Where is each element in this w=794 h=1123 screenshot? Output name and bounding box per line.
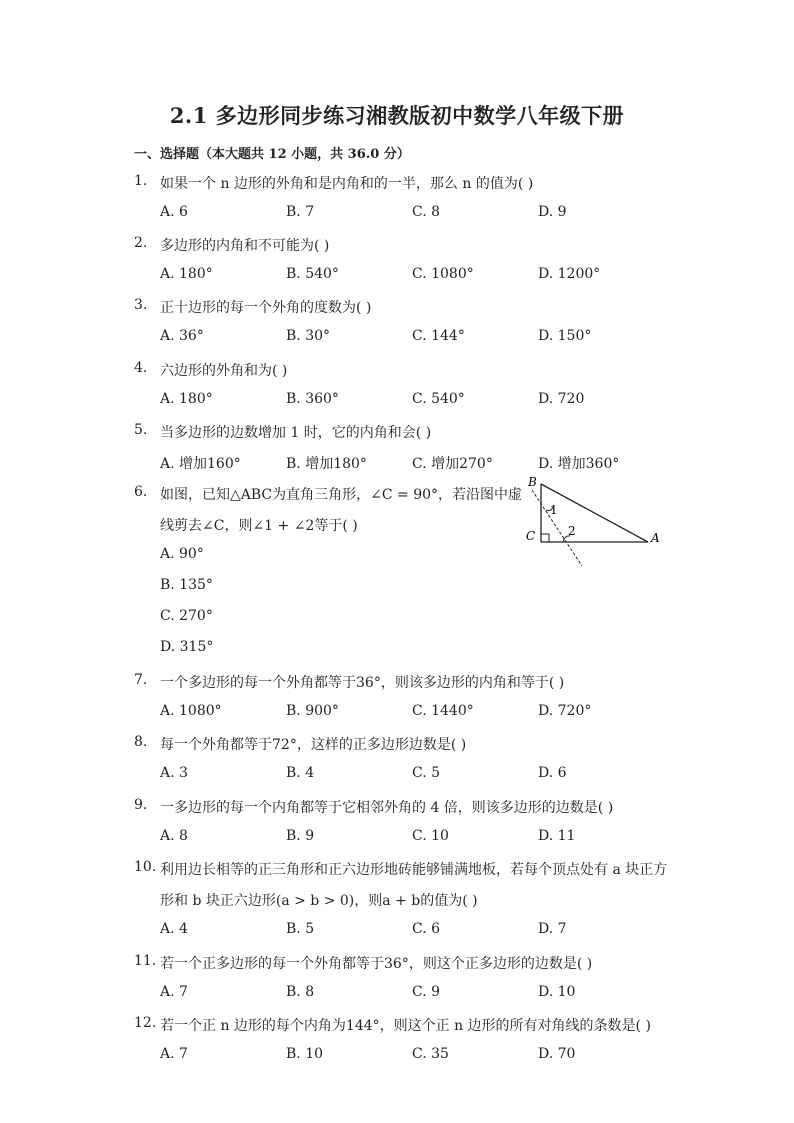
option-a[interactable]: A. 4 xyxy=(160,921,188,937)
options-row xyxy=(160,828,620,846)
option-b[interactable]: B. 5 xyxy=(286,921,315,937)
question-text: 一多边形的每一个内角都等于它相邻外角的 4 倍，则该多边形的边数是( ) xyxy=(160,800,614,816)
question-text: 若一个正多边形的每一个外角都等于36°，则这个正多边形的边数是( ) xyxy=(160,956,593,972)
options-row xyxy=(160,328,620,346)
option-d[interactable]: D. 1200° xyxy=(538,266,601,282)
option-b[interactable]: B. 增加180° xyxy=(286,456,367,472)
angle-2-label: 2 xyxy=(568,524,576,538)
option-a[interactable]: A. 180° xyxy=(160,391,213,407)
option-b[interactable]: B. 9 xyxy=(286,828,315,844)
option-d[interactable]: D. 9 xyxy=(538,204,567,220)
options-row xyxy=(160,921,620,939)
option-b[interactable]: B. 360° xyxy=(286,391,339,407)
option-c[interactable]: C. 10 xyxy=(412,828,449,844)
question-text: 一个多边形的每一个外角都等于36°，则该多边形的内角和等于( ) xyxy=(160,675,565,691)
question-text: 正十边形的每一个外角的度数为( ) xyxy=(160,300,372,316)
vertex-c-label: C xyxy=(526,529,536,543)
options-row xyxy=(160,391,620,409)
option-c[interactable]: C. 1440° xyxy=(412,703,474,719)
option-d[interactable]: D. 10 xyxy=(538,984,576,1000)
question-text-line2: 形和 b 块正六边形(a > b > 0)，则a + b的值为( ) xyxy=(160,893,478,909)
options-row xyxy=(160,703,620,721)
options-row xyxy=(160,266,620,284)
options-row xyxy=(160,453,620,471)
option-d[interactable]: D. 150° xyxy=(538,328,592,344)
question-number: 10. xyxy=(134,859,157,875)
angle-1-label: 1 xyxy=(550,503,558,517)
option-c[interactable]: C. 35 xyxy=(412,1046,449,1062)
question-number: 4. xyxy=(134,360,148,376)
option-d[interactable]: D. 增加360° xyxy=(538,456,620,472)
option-b[interactable]: B. 30° xyxy=(286,328,331,344)
option-c[interactable]: C. 6 xyxy=(412,921,441,937)
question-number: 3. xyxy=(134,297,148,313)
question-number: 5. xyxy=(134,422,148,438)
option-a[interactable]: A. 36° xyxy=(160,328,204,344)
option-a[interactable]: A. 90° xyxy=(160,546,204,562)
option-a[interactable]: A. 7 xyxy=(160,1046,188,1062)
option-c[interactable]: C. 增加270° xyxy=(412,456,493,472)
options-row xyxy=(160,765,620,783)
option-d[interactable]: D. 720 xyxy=(538,391,585,407)
question-text: 当多边形的边数增加 1 时，它的内角和会( ) xyxy=(160,425,432,441)
option-d[interactable]: D. 6 xyxy=(538,765,567,781)
option-c[interactable]: C. 5 xyxy=(412,765,441,781)
option-c[interactable]: C. 270° xyxy=(160,608,213,624)
option-d[interactable]: D. 11 xyxy=(538,828,576,844)
question-text: 每一个外角都等于72°，这样的正多边形边数是( ) xyxy=(160,737,467,753)
option-b[interactable]: B. 7 xyxy=(286,204,315,220)
options-row xyxy=(160,1046,620,1064)
question-text-line2: 线剪去∠C，则∠1 + ∠2等于( ) xyxy=(160,518,358,534)
page-title: 2.1 多边形同步练习湘教版初中数学八年级下册 xyxy=(169,103,625,128)
options-row xyxy=(160,204,620,222)
question-number: 7. xyxy=(134,672,148,688)
option-c[interactable]: C. 540° xyxy=(412,391,465,407)
question-number: 1. xyxy=(134,173,148,189)
section-heading: 一、选择题（本大题共 12 小题，共 36.0 分） xyxy=(134,147,410,162)
option-c[interactable]: C. 144° xyxy=(412,328,465,344)
option-b[interactable]: B. 4 xyxy=(286,765,315,781)
triangle-figure xyxy=(520,472,670,572)
question-text-line1: 如图，已知△ABC为直角三角形，∠C = 90°，若沿图中虚 xyxy=(160,487,523,503)
option-a[interactable]: A. 1080° xyxy=(160,703,222,719)
question-text: 多边形的内角和不可能为( ) xyxy=(160,238,330,254)
question-number: 6. xyxy=(134,484,148,500)
option-c[interactable]: C. 1080° xyxy=(412,266,474,282)
question-text: 若一个正 n 边形的每个内角为144°，则这个正 n 边形的所有对角线的条数是( ) xyxy=(160,1018,651,1034)
option-d[interactable]: D. 720° xyxy=(538,703,592,719)
option-b[interactable]: B. 135° xyxy=(160,577,213,593)
options-row xyxy=(160,984,620,1002)
question-number: 2. xyxy=(134,235,148,251)
option-b[interactable]: B. 8 xyxy=(286,984,315,1000)
option-d[interactable]: D. 315° xyxy=(160,639,214,655)
option-c[interactable]: C. 8 xyxy=(412,204,441,220)
vertex-b-label: B xyxy=(528,475,537,489)
option-a[interactable]: A. 3 xyxy=(160,765,188,781)
option-a[interactable]: A. 6 xyxy=(160,204,188,220)
option-d[interactable]: D. 7 xyxy=(538,921,567,937)
option-a[interactable]: A. 7 xyxy=(160,984,188,1000)
option-a[interactable]: A. 180° xyxy=(160,266,213,282)
question-number: 12. xyxy=(134,1015,157,1031)
option-d[interactable]: D. 70 xyxy=(538,1046,576,1062)
question-number: 8. xyxy=(134,734,148,750)
option-b[interactable]: B. 10 xyxy=(286,1046,324,1062)
option-a[interactable]: A. 增加160° xyxy=(160,456,241,472)
question-text: 如果一个 n 边形的外角和是内角和的一半，那么 n 的值为( ) xyxy=(160,176,534,192)
question-text-line1: 利用边长相等的正三角形和正六边形地砖能够铺满地板，若每个顶点处有 a 块正方 xyxy=(160,862,668,878)
option-c[interactable]: C. 9 xyxy=(412,984,441,1000)
vertex-a-label: A xyxy=(651,531,660,545)
option-a[interactable]: A. 8 xyxy=(160,828,188,844)
option-b[interactable]: B. 900° xyxy=(286,703,339,719)
question-number: 11. xyxy=(134,953,157,969)
question-number: 9. xyxy=(134,797,148,813)
option-b[interactable]: B. 540° xyxy=(286,266,339,282)
question-text: 六边形的外角和为( ) xyxy=(160,363,288,379)
